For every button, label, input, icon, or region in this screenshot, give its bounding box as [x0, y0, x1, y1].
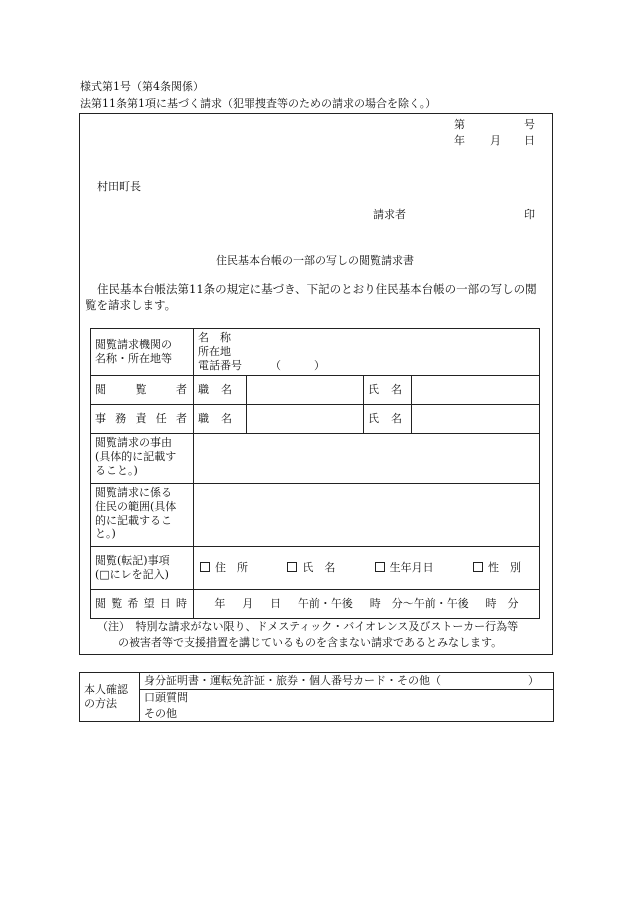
admin-label: 事 務 責 任 者: [91, 405, 194, 434]
id-verification-table: [79, 672, 554, 722]
request-table: [90, 328, 540, 619]
form-subtitle: 法第11条第1項に基づく請求（犯罪捜査等のための請求の場合を除く。）: [80, 97, 437, 110]
org-name-label: 名 称: [198, 331, 231, 345]
number-dai: 第: [454, 118, 465, 131]
admin-row: [91, 405, 540, 434]
date-day: 日: [524, 134, 535, 147]
viewer-role-field[interactable]: [247, 376, 364, 405]
addressee: 村田町長: [97, 180, 141, 193]
org-phone-line: 電話番号 （ ）: [198, 358, 325, 372]
checkbox-icon: [473, 562, 483, 572]
viewer-role-label: 職 名: [194, 376, 247, 405]
intro-line-2: 覧を請求します。: [85, 298, 177, 312]
checkbox-icon: [375, 562, 385, 572]
checkbox-icon: [287, 562, 297, 572]
admin-name-label: 氏 名: [364, 405, 412, 434]
check-name[interactable]: 氏 名: [287, 561, 335, 575]
items-row: [91, 547, 540, 590]
form-number: 様式第1号（第4条関係）: [80, 80, 204, 93]
admin-role-field[interactable]: [247, 405, 364, 434]
date-field[interactable]: 年 月 日 午前・午後 時 分～午前・午後 時 分: [194, 590, 540, 619]
scope-label: 閲覧請求に係る 住民の範囲(具体 的に記載するこ と。): [91, 484, 194, 547]
number-go: 号: [524, 118, 535, 131]
scope-row: [91, 484, 540, 547]
scope-field[interactable]: [194, 484, 540, 547]
viewer-label: 閲 覧 者: [91, 376, 194, 405]
reason-row: [91, 434, 540, 484]
org-row: [91, 329, 540, 376]
check-sex[interactable]: 性 別: [473, 561, 521, 575]
viewer-name-label: 氏 名: [364, 376, 412, 405]
date-month: 月: [490, 134, 501, 147]
document-title: 住民基本台帳の一部の写しの閲覧請求書: [216, 254, 414, 267]
date-year: 年: [454, 134, 465, 147]
requester-label: 請求者: [373, 208, 406, 221]
seal-mark: 印: [524, 208, 535, 221]
date-row: [91, 590, 540, 619]
checkbox-icon: [200, 562, 210, 572]
admin-name-field[interactable]: [412, 405, 540, 434]
note-line-2: の被害者等で支援措置を講じているものを含まない請求であるとみなします。: [118, 636, 503, 649]
check-address[interactable]: 住 所: [200, 561, 248, 575]
check-birthdate[interactable]: 生年月日: [375, 561, 434, 575]
admin-role-label: 職 名: [194, 405, 247, 434]
org-label: 閲覧請求機関の 名称・所在地等: [91, 329, 194, 376]
viewer-name-field[interactable]: [412, 376, 540, 405]
id-method-documents[interactable]: 身分証明書・運転免許証・旅券・個人番号カード・その他（ ）: [140, 673, 554, 690]
note-line-1: （注） 特別な請求がない限り、ドメスティック・バイオレンス及びストーカー行為等: [97, 620, 519, 633]
reason-label: 閲覧請求の事由 (具体的に記載す ること。): [91, 434, 194, 484]
items-checkboxes: [194, 547, 540, 590]
org-info-cell[interactable]: [194, 329, 540, 376]
id-method-label: 本人確認 の方法: [80, 673, 140, 722]
items-label: 閲覧(転記)事項 (□にレを記入): [91, 547, 194, 590]
intro-line-1: 住民基本台帳法第11条の規定に基づき、下記のとおり住民基本台帳の一部の写しの閲: [97, 282, 537, 296]
date-label: 閲 覧 希 望 日 時: [91, 590, 194, 619]
reason-field[interactable]: [194, 434, 540, 484]
org-address-label: 所在地: [198, 345, 231, 359]
id-method-oral[interactable]: 口頭質問: [140, 689, 554, 705]
viewer-row: [91, 376, 540, 405]
id-method-other[interactable]: その他: [140, 706, 554, 722]
